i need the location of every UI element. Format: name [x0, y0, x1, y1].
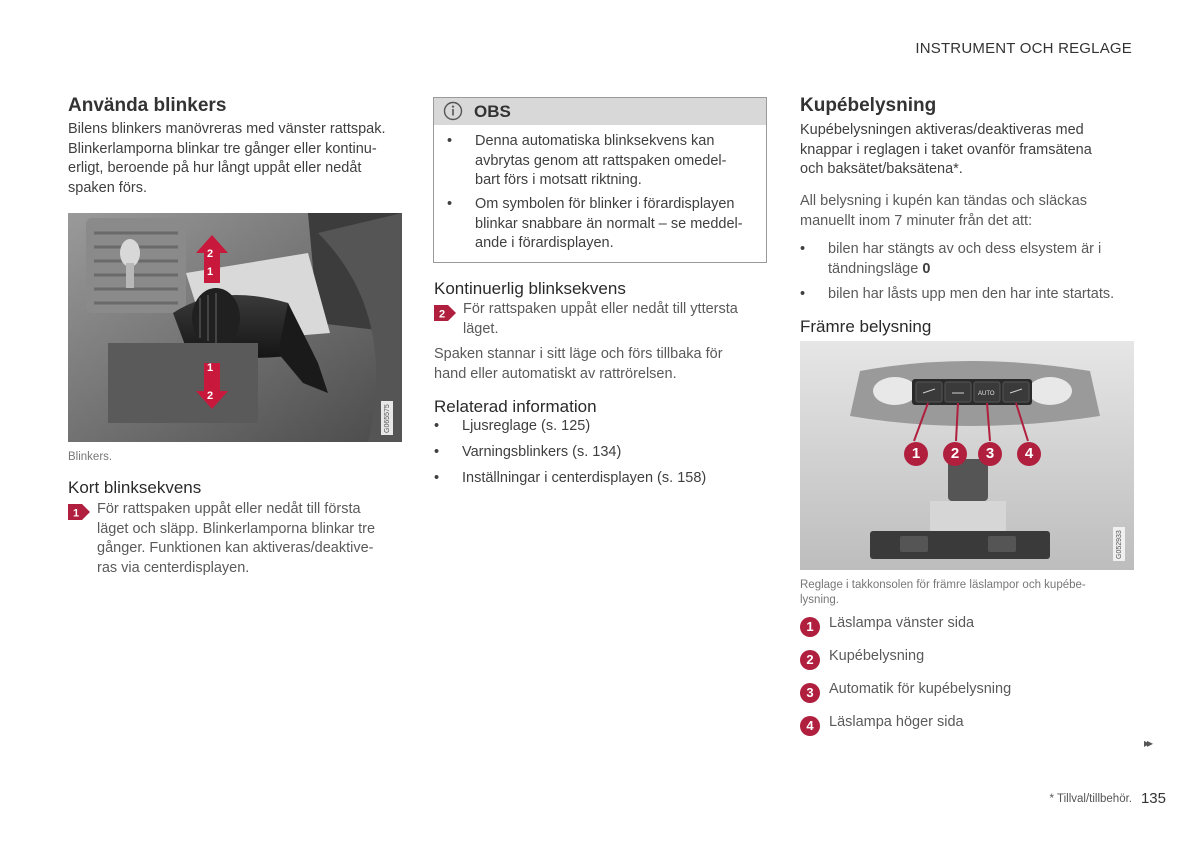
arrow-up-2-label: 2	[207, 248, 214, 260]
page-number: 135	[1140, 790, 1166, 807]
step-2-icon	[434, 305, 456, 321]
intro-line-3: erligt, beroende på hur långt uppåt eller nedåt	[68, 160, 362, 176]
legend-marker-2: 2	[800, 650, 820, 670]
cont-para-1: Spaken stannar i sitt läge och förs tillbaka för	[434, 346, 723, 362]
figure-marker-1: 1	[904, 442, 928, 466]
blinker-figure	[68, 213, 402, 442]
short-text-4: ras via centerdisplayen.	[97, 559, 250, 576]
next-page-arrows[interactable]: ▸▸	[1143, 736, 1150, 750]
arrow-down-2-label: 2	[207, 390, 214, 402]
figure-marker-4: 4	[1017, 442, 1041, 466]
roof-caption-1: Reglage i takkonsolen för främre läslampor och kupébe-	[800, 579, 1086, 591]
title-blinkers: Använda blinkers	[68, 95, 227, 116]
svg-text:1: 1	[73, 507, 80, 520]
figure-marker-3: 3	[978, 442, 1002, 466]
arrow-up-1-label: 1	[207, 266, 214, 278]
legend-text-3: Automatik för kupébelysning	[829, 681, 1012, 697]
cont-para-2: hand eller automatiskt av rattrörelsen.	[434, 365, 677, 382]
short-text-1: För rattspaken uppåt eller nedåt till första	[97, 501, 361, 517]
obs-header	[434, 98, 766, 125]
blinker-figure-graphic	[68, 213, 402, 442]
col3-bullet-2: • bilen har låsts upp men den har inte startats.	[800, 286, 1115, 302]
figure-marker-2: 2	[943, 442, 967, 466]
legend-text-4: Läslampa höger sida	[829, 714, 964, 730]
section-header: INSTRUMENT OCH REGLAGE	[915, 40, 1132, 57]
roof-console-graphic	[800, 341, 1134, 570]
related-item-2[interactable]: • Varningsblinkers (s. 134)	[434, 444, 622, 460]
figure-caption: Blinkers.	[68, 451, 113, 463]
related-item-3[interactable]: • Inställningar i centerdisplayen (s. 158)	[434, 470, 707, 486]
col3-intro-1: Kupébelysningen aktiveras/deaktiveras med	[800, 122, 1084, 138]
title-short-sequence: Kort blinksekvens	[68, 478, 202, 497]
legend-text-2: Kupébelysning	[829, 648, 925, 664]
obs-item-2: • Om symbolen för blinker i förardisplayen blinkar snabbare än normalt – se meddel- ande i förardisplayen.	[447, 196, 743, 251]
short-text-2: läget och släpp. Blinkerlamporna blinkar tre	[97, 520, 376, 537]
title-continuous-sequence: Kontinuerlig blinksekvens	[434, 279, 626, 298]
intro-line-1: Bilens blinkers manövreras med vänster rattspak.	[68, 121, 386, 137]
intro-line-4: spaken förs.	[68, 179, 147, 196]
roof-console-figure	[800, 341, 1134, 570]
short-text-3: gånger. Funktionen kan aktiveras/deaktive-	[97, 540, 374, 556]
col3-para-1: All belysning i kupén kan tändas och släckas	[800, 193, 1087, 209]
legend-marker-4: 4	[800, 716, 820, 736]
legend-marker-1: 1	[800, 617, 820, 637]
auto-label: AUTO	[978, 391, 995, 397]
info-icon	[443, 101, 463, 121]
title-front-lighting: Främre belysning	[800, 317, 932, 336]
col3-bullet-1: • bilen har stängts av och dess elsystem är i tändningsläge 0	[800, 241, 1102, 277]
legend-marker-3: 3	[800, 683, 820, 703]
figure-code: G065575	[384, 404, 391, 433]
related-item-1[interactable]: • Ljusreglage (s. 125)	[434, 418, 591, 434]
col3-intro-2: knappar i reglagen i taket ovanför framsätena	[800, 141, 1092, 158]
title-related-info: Relaterad information	[434, 397, 597, 416]
intro-line-2: Blinkerlamporna blinkar tre gånger eller kontinu-	[68, 140, 377, 157]
footnote: * Tillval/tillbehör.	[1049, 793, 1132, 805]
obs-title: OBS	[474, 102, 511, 121]
arrow-down-1-label: 1	[207, 362, 214, 374]
obs-item-1: • Denna automatiska blinksekvens kan avbrytas genom att rattspaken omedel- bart förs i motsatt riktning.	[447, 133, 727, 188]
col3-para-2: manuellt inom 7 minuter från det att:	[800, 212, 1033, 229]
col3-intro-3: och baksätet/baksätena*.	[800, 161, 963, 177]
roof-caption-2: lysning.	[800, 594, 839, 606]
cont-text-1: För rattspaken uppåt eller nedåt till yttersta	[463, 301, 738, 317]
cont-text-2: läget.	[463, 320, 499, 337]
obs-note-box	[433, 97, 767, 263]
title-interior-lighting: Kupébelysning	[800, 95, 937, 116]
svg-text:2: 2	[439, 308, 446, 321]
figure-code-2: G052933	[1116, 530, 1123, 559]
step-1-icon	[68, 504, 90, 520]
legend-text-1: Läslampa vänster sida	[829, 615, 975, 631]
